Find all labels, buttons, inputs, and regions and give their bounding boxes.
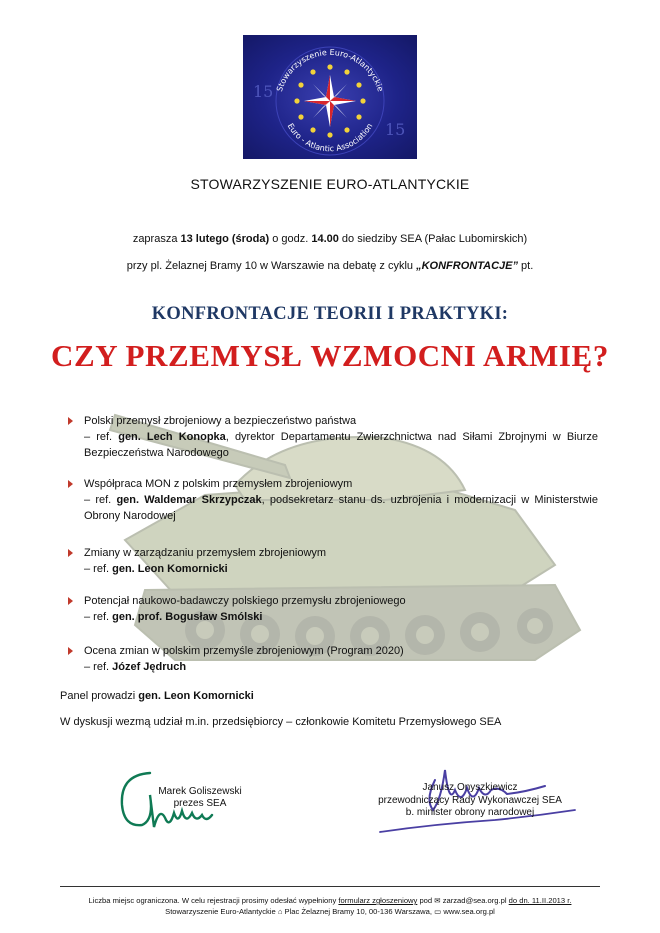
discussion-note: W dyskusji wezmą udział m.in. przedsiębiorcy – członkowie Komitetu Przemysłowego SEA — [60, 716, 502, 728]
signature-right-text — [360, 782, 580, 820]
agenda-item-2: Współpraca MON z polskim przemysłem zbrojeniowym – ref. gen. Waldemar Skrzypczak, podsekretarz stanu ds. uzbrojenia i modernizacji w Ministerstwie Obrony Narodowej — [68, 476, 598, 524]
logo-ring-text-bottom: Euro - Atlantic Association — [285, 121, 375, 154]
anniversary-number-left: 15 — [253, 82, 274, 101]
bullet-arrow-icon — [68, 597, 73, 605]
debate-subtitle: KONFRONTACJE TEORII I PRAKTYKI: — [151, 304, 509, 324]
signer-right-role-2: b. minister obrony narodowej — [405, 807, 535, 818]
website-link[interactable]: www.sea.org.pl — [441, 907, 495, 916]
bullet-arrow-icon — [68, 480, 73, 488]
bullet-arrow-icon — [68, 417, 73, 425]
footer — [0, 895, 660, 917]
compass-rose-icon — [304, 75, 356, 127]
footer-line-1: Liczba miejsc ograniczona. W celu rejestracji prosimy odesłać wypełniony formularz zgłoszeniowy pod ✉ zarzad@sea.org.pl do dn. 11.II.2013 r. — [88, 896, 572, 905]
tank-watermark-image — [85, 360, 605, 690]
association-logo — [243, 35, 417, 159]
signer-right-name: Janusz Onyszkiewicz — [422, 782, 518, 793]
email-icon: ✉ — [434, 896, 441, 905]
debate-title: CZY PRZEMYSŁ WZMOCNI ARMIĘ? — [51, 338, 609, 373]
bullet-arrow-icon — [68, 549, 73, 557]
agenda-item-1: Polski przemysł zbrojeniowy a bezpieczeństwo państwa – ref. gen. Lech Konopka, dyrektor Departamentu Zwierzchnictwa nad Siłami Zbrojnymi w Biurze Bezpieczeństwa Narodowego — [68, 413, 598, 461]
panel-moderator: Panel prowadzi gen. Leon Komornicki — [60, 690, 254, 702]
invitation-line-1: zaprasza 13 lutego (środa) o godz. 14.00 do siedziby SEA (Pałac Lubomirskich) — [132, 233, 528, 245]
logo-ring-text-top: Stowarzyszenie Euro-Atlantyckie — [274, 47, 386, 93]
signer-right-role: przewodniczący Rady Wykonawczej SEA — [378, 794, 562, 806]
footer-line-2: Stowarzyszenie Euro-Atlantyckie ⌂ Plac Żelaznej Bramy 10, 00-136 Warszawa, ▭ www.sea.org.pl — [165, 907, 495, 916]
home-icon: ⌂ — [277, 907, 283, 916]
agenda-item-4: Potencjał naukowo-badawczy polskiego przemysłu zbrojeniowego – ref. gen. prof. Bogusław Smólski — [68, 593, 598, 625]
footer-divider — [60, 886, 600, 887]
signer-left-role: prezes SEA — [173, 798, 227, 809]
email-link[interactable]: zarzad@sea.org.pl — [440, 896, 509, 905]
invitation-line-2: przy pl. Żelaznej Bramy 10 w Warszawie na debatę z cyklu „KONFRONTACJE” pt. — [126, 260, 534, 272]
organization-title: STOWARZYSZENIE EURO-ATLANTYCKIE — [190, 176, 470, 192]
signature-left-text — [120, 786, 280, 810]
registration-form-link[interactable]: formularz zgłoszeniowy — [338, 896, 418, 905]
computer-icon: ▭ — [434, 907, 442, 916]
agenda-item-3: Zmiany w zarządzaniu przemysłem zbrojeniowym – ref. gen. Leon Komornicki — [68, 545, 598, 577]
logo-emblem — [243, 35, 417, 159]
anniversary-number-right: 15 — [385, 120, 406, 139]
signer-left-name: Marek Goliszewski — [158, 786, 242, 797]
bullet-arrow-icon — [68, 647, 73, 655]
agenda-item-5: Ocena zmian w polskim przemyśle zbrojeniowym (Program 2020) – ref. Józef Jędruch — [68, 643, 598, 675]
